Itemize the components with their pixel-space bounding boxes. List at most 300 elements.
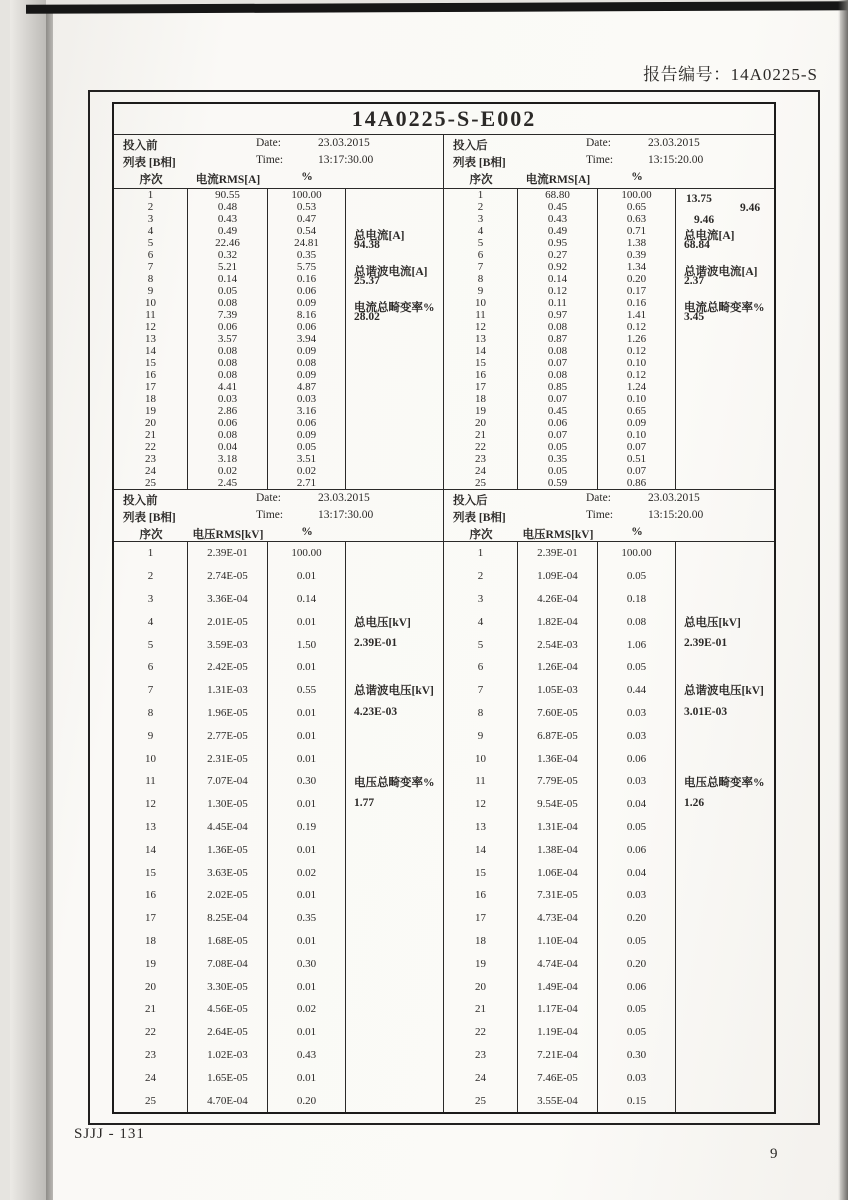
rms-cell: 1.31E-04 (537, 820, 578, 833)
date-label: Date: (586, 492, 611, 504)
rms-cell: 1.17E-04 (537, 1003, 578, 1016)
thd-voltage-value: 1.26 (684, 796, 705, 809)
rms-cell: 0.85 (547, 381, 568, 393)
pct-cell: 0.53 (296, 201, 317, 213)
rms-cell: 4.73E-04 (537, 912, 578, 925)
rms-cell: 1.96E-05 (207, 706, 248, 719)
pct-cell: 0.01 (296, 1026, 317, 1039)
rms-header: 电流RMS[A] (525, 174, 591, 186)
harmonic-voltage-label: 总谐波电压[kV] (684, 685, 764, 698)
seq-cell: 6 (147, 661, 154, 674)
rms-cell: 1.65E-05 (207, 1071, 248, 1084)
pct-cell: 0.44 (626, 684, 647, 697)
current-after-table (444, 135, 774, 489)
pct-cell: 0.54 (296, 225, 317, 237)
seq-cell: 14 (475, 345, 486, 357)
seq-cell: 23 (145, 453, 156, 465)
rms-cell: 5.21 (217, 261, 238, 273)
rms-cell: 0.92 (547, 261, 568, 273)
rms-cell: 3.30E-05 (207, 980, 248, 993)
rms-cell: 2.39E-01 (537, 547, 578, 560)
seq-header: 序次 (469, 174, 493, 186)
thd-current-label: 电流总畸变率% (684, 301, 765, 314)
seq-cell: 1 (477, 189, 484, 201)
seq-cell: 22 (475, 1026, 486, 1039)
rms-cell: 2.39E-01 (207, 547, 248, 560)
pct-cell: 0.01 (296, 729, 317, 742)
seq-cell: 10 (475, 297, 486, 309)
seq-cell: 15 (475, 866, 486, 879)
seq-cell: 23 (145, 1048, 156, 1061)
seq-cell: 4 (477, 225, 484, 237)
rms-cell: 2.64E-05 (207, 1026, 248, 1039)
rms-cell: 2.45 (217, 477, 238, 489)
rms-cell: 0.08 (217, 297, 238, 309)
rms-cell: 2.86 (217, 405, 238, 417)
rms-cell: 0.08 (547, 369, 568, 381)
seq-cell: 7 (477, 261, 484, 273)
pct-cell: 0.06 (296, 417, 317, 429)
rms-column (518, 542, 598, 1112)
seq-cell: 7 (147, 684, 154, 697)
rms-cell: 2.42E-05 (207, 661, 248, 674)
pct-cell: 0.06 (626, 752, 647, 765)
seq-cell: 18 (145, 393, 156, 405)
rms-cell: 0.08 (217, 357, 238, 369)
voltage-after-header (444, 490, 774, 542)
report-number-value: 14A0225-S (730, 65, 818, 84)
seq-cell: 3 (147, 592, 154, 605)
total-voltage-value: 2.39E-01 (354, 637, 398, 650)
rms-cell: 0.43 (547, 213, 568, 225)
handwritten-value-2: 9.46 (740, 202, 761, 215)
rms-cell: 4.45E-04 (207, 820, 248, 833)
rms-cell: 22.46 (215, 237, 240, 249)
time-label: Time: (256, 509, 284, 521)
seq-cell: 13 (475, 333, 486, 345)
rms-cell: 1.30E-05 (207, 798, 248, 811)
pct-cell: 0.06 (626, 980, 647, 993)
pct-cell: 1.24 (626, 381, 647, 393)
thd-current-value: 28.02 (354, 311, 380, 324)
rms-cell: 1.06E-04 (537, 866, 578, 879)
pct-cell: 0.03 (626, 889, 647, 902)
seq-cell: 11 (145, 309, 156, 321)
voltage-before-data (114, 542, 443, 1112)
time-label: Time: (586, 509, 614, 521)
total-voltage-label: 总电压[kV] (354, 616, 411, 629)
rms-cell: 0.95 (547, 237, 568, 249)
pct-cell: 0.01 (296, 798, 317, 811)
handwritten-value-1: 13.75 (686, 192, 712, 205)
rms-cell: 0.04 (217, 441, 238, 453)
seq-cell: 1 (147, 189, 154, 201)
seq-cell: 24 (475, 465, 486, 477)
seq-column (444, 542, 518, 1112)
time-value: 13:15:20.00 (648, 509, 704, 521)
pct-cell: 0.30 (296, 957, 317, 970)
current-after-header (444, 135, 774, 189)
summary-column (676, 189, 774, 489)
scan-spine-shadow (46, 8, 53, 1200)
harmonic-voltage-value: 4.23E-03 (354, 705, 398, 718)
voltage-before-table (114, 490, 444, 1112)
pct-cell: 0.06 (296, 285, 317, 297)
rms-cell: 7.60E-05 (537, 706, 578, 719)
pct-cell: 0.03 (296, 393, 317, 405)
pct-cell: 0.35 (296, 249, 317, 261)
seq-cell: 17 (475, 381, 486, 393)
pct-cell: 0.12 (626, 345, 647, 357)
rms-cell: 0.08 (217, 369, 238, 381)
rms-cell: 3.59E-03 (207, 638, 248, 651)
time-value: 13:15:20.00 (648, 154, 704, 166)
rms-cell: 2.77E-05 (207, 729, 248, 742)
thd-voltage-value: 1.77 (354, 796, 375, 809)
seq-cell: 17 (475, 912, 486, 925)
pct-cell: 0.01 (296, 570, 317, 583)
seq-cell: 8 (147, 706, 154, 719)
seq-cell: 11 (145, 775, 156, 788)
seq-cell: 5 (147, 638, 154, 651)
pct-cell: 0.39 (626, 249, 647, 261)
harmonic-voltage-value: 3.01E-03 (684, 705, 728, 718)
seq-header: 序次 (139, 174, 163, 186)
total-current-label: 总电流[A] (354, 229, 405, 242)
date-value: 23.03.2015 (648, 137, 700, 149)
rms-cell: 7.07E-04 (207, 775, 248, 788)
rms-cell: 0.07 (547, 393, 568, 405)
rms-cell: 4.56E-05 (207, 1003, 248, 1016)
pct-cell: 0.20 (626, 912, 647, 925)
total-voltage-value: 2.39E-01 (684, 637, 728, 650)
seq-cell: 8 (147, 273, 154, 285)
seq-cell: 1 (147, 547, 154, 560)
pct-column (598, 542, 676, 1112)
rms-cell: 0.43 (217, 213, 238, 225)
seq-cell: 9 (147, 285, 154, 297)
rms-cell: 7.08E-04 (207, 957, 248, 970)
seq-cell: 2 (147, 570, 154, 583)
pct-cell: 0.05 (626, 820, 647, 833)
rms-cell: 2.74E-05 (207, 570, 248, 583)
seq-cell: 12 (475, 321, 486, 333)
seq-cell: 4 (147, 615, 154, 628)
voltage-after-data (444, 542, 774, 1112)
seq-cell: 14 (145, 843, 156, 856)
pct-cell: 0.05 (626, 661, 647, 674)
rms-header: 电压RMS[kV] (522, 529, 594, 541)
current-before-header (114, 135, 443, 189)
pct-cell: 0.01 (296, 752, 317, 765)
rms-cell: 0.06 (217, 321, 238, 333)
seq-cell: 9 (147, 729, 154, 742)
rms-cell: 0.14 (547, 273, 568, 285)
seq-cell: 19 (145, 957, 156, 970)
rms-cell: 0.45 (547, 405, 568, 417)
rms-column (188, 542, 268, 1112)
rms-cell: 90.55 (215, 189, 240, 201)
pct-cell: 100.00 (291, 547, 322, 560)
harmonic-current-value: 25.37 (354, 275, 380, 288)
pct-cell: 0.10 (626, 393, 647, 405)
seq-cell: 16 (145, 369, 156, 381)
pct-cell: 0.65 (626, 405, 647, 417)
pct-cell: 0.09 (296, 369, 317, 381)
measurement-table (112, 102, 776, 1114)
seq-cell: 3 (477, 213, 484, 225)
pct-cell: 1.38 (626, 237, 647, 249)
seq-cell: 23 (475, 1048, 486, 1061)
seq-cell: 25 (475, 477, 486, 489)
seq-cell: 12 (145, 798, 156, 811)
rms-cell: 4.74E-04 (537, 957, 578, 970)
document-code: SJJJ - 131 (74, 1126, 145, 1142)
time-value: 13:17:30.00 (318, 154, 374, 166)
rms-cell: 9.54E-05 (537, 798, 578, 811)
pct-cell: 1.34 (626, 261, 647, 273)
rms-cell: 0.48 (217, 201, 238, 213)
rms-cell: 2.54E-03 (537, 638, 578, 651)
list-label: 列表 [B相] (453, 512, 506, 524)
seq-cell: 9 (477, 729, 484, 742)
pct-cell: 2.71 (296, 477, 317, 489)
pct-cell: 0.08 (296, 357, 317, 369)
seq-cell: 6 (477, 249, 484, 261)
rms-cell: 3.18 (217, 453, 238, 465)
pct-cell: 3.16 (296, 405, 317, 417)
pct-cell: 0.05 (626, 934, 647, 947)
pct-cell: 0.02 (296, 465, 317, 477)
seq-cell: 15 (145, 357, 156, 369)
rms-cell: 4.41 (217, 381, 238, 393)
pct-cell: 24.81 (294, 237, 319, 249)
seq-cell: 18 (475, 393, 486, 405)
phase-state-label: 投入前 (123, 140, 158, 152)
pct-cell: 100.00 (621, 547, 652, 560)
seq-cell: 18 (145, 934, 156, 947)
rms-cell: 0.06 (547, 417, 568, 429)
pct-cell: 1.06 (626, 638, 647, 651)
seq-column (114, 542, 188, 1112)
date-label: Date: (256, 492, 281, 504)
rms-cell: 1.05E-03 (537, 684, 578, 697)
pct-cell: 100.00 (291, 189, 322, 201)
seq-cell: 13 (145, 820, 156, 833)
pct-cell: 0.05 (626, 1026, 647, 1039)
seq-cell: 13 (145, 333, 156, 345)
rms-cell: 0.08 (217, 345, 238, 357)
seq-cell: 10 (475, 752, 486, 765)
pct-cell: 0.16 (626, 297, 647, 309)
voltage-before-header (114, 490, 443, 542)
report-number-label: 报告编号： (643, 65, 731, 84)
pct-cell: 0.12 (626, 369, 647, 381)
seq-cell: 12 (475, 798, 486, 811)
pct-cell: 3.51 (296, 453, 317, 465)
pct-cell: 0.05 (626, 1003, 647, 1016)
rms-header: 电流RMS[A] (195, 174, 261, 186)
rms-cell: 0.05 (547, 465, 568, 477)
seq-cell: 20 (145, 417, 156, 429)
seq-cell: 14 (145, 345, 156, 357)
pct-cell: 1.50 (296, 638, 317, 651)
seq-cell: 12 (145, 321, 156, 333)
pct-cell: 3.94 (296, 333, 317, 345)
pct-cell: 0.09 (296, 345, 317, 357)
pct-header: % (301, 526, 313, 538)
pct-column (268, 189, 346, 489)
seq-cell: 23 (475, 453, 486, 465)
pct-cell: 0.09 (626, 417, 647, 429)
rms-cell: 3.36E-04 (207, 592, 248, 605)
summary-column (346, 542, 443, 1112)
thd-current-label: 电流总畸变率% (354, 301, 435, 314)
pct-cell: 0.12 (626, 321, 647, 333)
seq-cell: 9 (477, 285, 484, 297)
rms-cell: 2.02E-05 (207, 889, 248, 902)
seq-cell: 11 (475, 309, 486, 321)
rms-cell: 2.01E-05 (207, 615, 248, 628)
rms-cell: 0.07 (547, 429, 568, 441)
rms-cell: 0.49 (547, 225, 568, 237)
seq-cell: 14 (475, 843, 486, 856)
seq-header: 序次 (469, 529, 493, 541)
pct-header: % (631, 526, 643, 538)
pct-cell: 0.10 (626, 357, 647, 369)
seq-cell: 4 (147, 225, 154, 237)
thd-current-value: 3.45 (684, 311, 705, 324)
seq-column (114, 189, 188, 489)
pct-cell: 0.07 (626, 441, 647, 453)
list-label: 列表 [B相] (123, 512, 176, 524)
seq-cell: 21 (475, 1003, 486, 1016)
seq-cell: 15 (145, 866, 156, 879)
seq-cell: 24 (145, 465, 156, 477)
rms-cell: 0.87 (547, 333, 568, 345)
harmonic-current-value: 2.37 (684, 275, 705, 288)
rms-cell: 0.14 (217, 273, 238, 285)
pct-cell: 0.15 (626, 1094, 647, 1107)
rms-cell: 0.08 (217, 429, 238, 441)
pct-cell: 0.06 (296, 321, 317, 333)
list-label: 列表 [B相] (123, 157, 176, 169)
current-section (114, 135, 774, 489)
rms-cell: 7.79E-05 (537, 775, 578, 788)
seq-cell: 1 (477, 547, 484, 560)
pct-cell: 0.47 (296, 213, 317, 225)
pct-cell: 0.10 (626, 429, 647, 441)
total-current-value: 94.38 (354, 239, 380, 252)
rms-cell: 0.45 (547, 201, 568, 213)
total-current-label: 总电流[A] (684, 229, 735, 242)
pct-cell: 0.04 (626, 866, 647, 879)
time-label: Time: (586, 154, 614, 166)
rms-cell: 0.12 (547, 285, 568, 297)
rms-cell: 1.31E-03 (207, 684, 248, 697)
phase-state-label: 投入后 (453, 140, 488, 152)
seq-cell: 18 (475, 934, 486, 947)
seq-cell: 5 (477, 237, 484, 249)
pct-cell: 0.43 (296, 1048, 317, 1061)
seq-cell: 17 (145, 381, 156, 393)
rms-cell: 1.36E-05 (207, 843, 248, 856)
rms-cell: 0.05 (217, 285, 238, 297)
pct-cell: 100.00 (621, 189, 652, 201)
rms-cell: 0.11 (548, 297, 567, 309)
rms-cell: 3.57 (217, 333, 238, 345)
rms-cell: 4.26E-04 (537, 592, 578, 605)
rms-cell: 1.19E-04 (537, 1026, 578, 1039)
handwritten-value-3: 9.46 (694, 213, 715, 226)
pct-cell: 0.86 (626, 477, 647, 489)
rms-cell: 1.82E-04 (537, 615, 578, 628)
rms-cell: 0.08 (547, 321, 568, 333)
rms-cell: 0.07 (547, 357, 568, 369)
pct-cell: 1.41 (626, 309, 647, 321)
pct-cell: 0.19 (296, 820, 317, 833)
rms-cell: 7.31E-05 (537, 889, 578, 902)
rms-cell: 0.03 (217, 393, 238, 405)
pct-cell: 0.05 (626, 570, 647, 583)
rms-cell: 1.38E-04 (537, 843, 578, 856)
pct-cell: 5.75 (296, 261, 317, 273)
pct-cell: 0.51 (626, 453, 647, 465)
thd-voltage-label: 电压总畸变率% (684, 776, 765, 789)
seq-cell: 6 (147, 249, 154, 261)
date-label: Date: (256, 137, 281, 149)
pct-cell: 0.08 (626, 615, 647, 628)
rms-cell: 1.09E-04 (537, 570, 578, 583)
rms-cell: 1.02E-03 (207, 1048, 248, 1061)
rms-cell: 0.27 (547, 249, 568, 261)
seq-cell: 3 (477, 592, 484, 605)
time-value: 13:17:30.00 (318, 509, 374, 521)
table-title: 14A0225-S-E002 (114, 104, 774, 135)
seq-cell: 2 (477, 570, 484, 583)
rms-cell: 68.80 (545, 189, 570, 201)
pct-cell: 0.03 (626, 729, 647, 742)
seq-cell: 22 (145, 441, 156, 453)
rms-cell: 0.05 (547, 441, 568, 453)
pct-cell: 0.18 (626, 592, 647, 605)
pct-cell: 0.55 (296, 684, 317, 697)
rms-cell: 0.49 (217, 225, 238, 237)
seq-cell: 19 (145, 405, 156, 417)
harmonic-voltage-label: 总谐波电压[kV] (354, 685, 434, 698)
rms-cell: 0.06 (217, 417, 238, 429)
voltage-section (114, 489, 774, 1112)
seq-cell: 7 (477, 684, 484, 697)
date-value: 23.03.2015 (318, 492, 370, 504)
rms-cell: 3.55E-04 (537, 1094, 578, 1107)
time-label: Time: (256, 154, 284, 166)
pct-cell: 0.02 (296, 1003, 317, 1016)
seq-cell: 13 (475, 820, 486, 833)
pct-cell: 0.03 (626, 775, 647, 788)
pct-cell: 0.03 (626, 706, 647, 719)
rms-cell: 0.02 (217, 465, 238, 477)
pct-cell: 0.63 (626, 213, 647, 225)
pct-cell: 0.20 (626, 957, 647, 970)
total-voltage-label: 总电压[kV] (684, 616, 741, 629)
pct-cell: 0.14 (296, 592, 317, 605)
pct-cell: 0.01 (296, 934, 317, 947)
pct-cell: 0.02 (296, 866, 317, 879)
pct-cell: 4.87 (296, 381, 317, 393)
pct-cell: 0.01 (296, 661, 317, 674)
seq-cell: 21 (145, 429, 156, 441)
